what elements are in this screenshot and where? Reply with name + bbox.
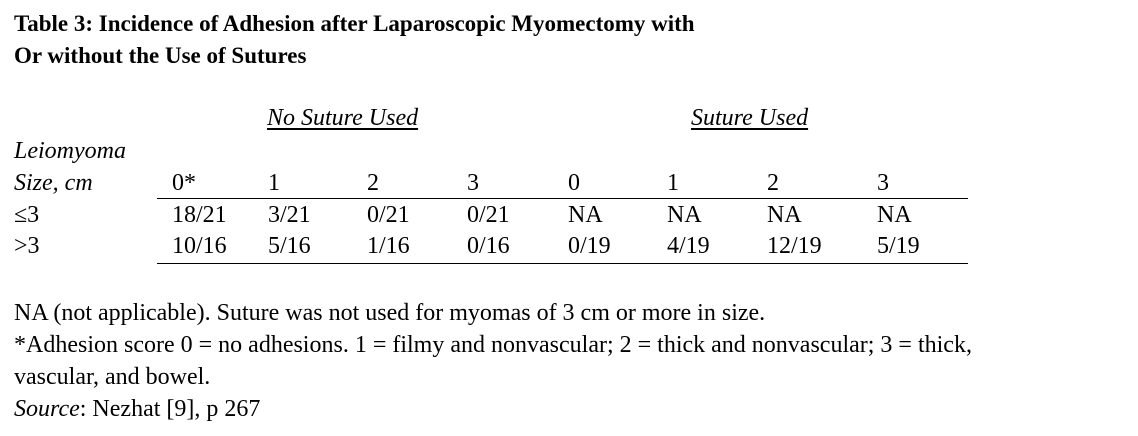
table-cell: 0/21 xyxy=(367,202,410,228)
table-cell: 3/21 xyxy=(268,202,311,228)
table-cell: NA xyxy=(667,202,702,228)
table-cell: 4/19 xyxy=(667,233,710,259)
table-cell: 5/19 xyxy=(877,233,920,259)
column-header-no-suture-0: 0* xyxy=(172,170,196,196)
table-cell: 0/16 xyxy=(467,233,510,259)
stub-header-line-2: Size, cm xyxy=(14,170,93,196)
table-cell: 10/16 xyxy=(172,233,227,259)
note-adhesion-line-2: vascular, and bowel. xyxy=(14,364,211,390)
bottom-rule xyxy=(157,263,968,264)
column-header-no-suture-2: 2 xyxy=(367,170,379,196)
column-header-suture-0: 0 xyxy=(568,170,580,196)
table-cell: NA xyxy=(877,202,912,228)
table-cell: 12/19 xyxy=(767,233,822,259)
table-cell: 18/21 xyxy=(172,202,227,228)
stub-header-line-1: Leiomyoma xyxy=(14,138,126,164)
column-header-suture-1: 1 xyxy=(667,170,679,196)
note-adhesion-line-1: *Adhesion score 0 = no adhesions. 1 = filmy and nonvascular; 2 = thick and nonvascular; 3 = thick, xyxy=(14,332,972,358)
table-title-line-1: Table 3: Incidence of Adhesion after Laparoscopic Myomectomy with xyxy=(14,11,695,36)
table-title xyxy=(14,8,1114,72)
row-label-le-3: ≤3 xyxy=(14,202,40,228)
group-header-suture: Suture Used xyxy=(691,105,809,131)
source-note xyxy=(14,393,260,425)
table-cell: 0/21 xyxy=(467,202,510,228)
source-label: Source xyxy=(14,396,80,422)
column-header-no-suture-1: 1 xyxy=(268,170,280,196)
table-title-line-2: Or without the Use of Sutures xyxy=(14,43,307,68)
table-cell: 0/19 xyxy=(568,233,611,259)
table-cell: 1/16 xyxy=(367,233,410,259)
note-na: NA (not applicable). Suture was not used for myomas of 3 cm or more in size. xyxy=(14,300,766,326)
table-cell: NA xyxy=(568,202,603,228)
column-header-no-suture-3: 3 xyxy=(467,170,479,196)
row-label-gt-3: >3 xyxy=(14,233,40,259)
source-text: : Nezhat [9], p 267 xyxy=(79,396,261,422)
table-cell: NA xyxy=(767,202,802,228)
column-header-suture-2: 2 xyxy=(767,170,779,196)
group-header-no-suture: No Suture Used xyxy=(267,105,419,131)
column-header-suture-3: 3 xyxy=(877,170,889,196)
header-rule xyxy=(157,198,968,199)
table-cell: 5/16 xyxy=(268,233,311,259)
